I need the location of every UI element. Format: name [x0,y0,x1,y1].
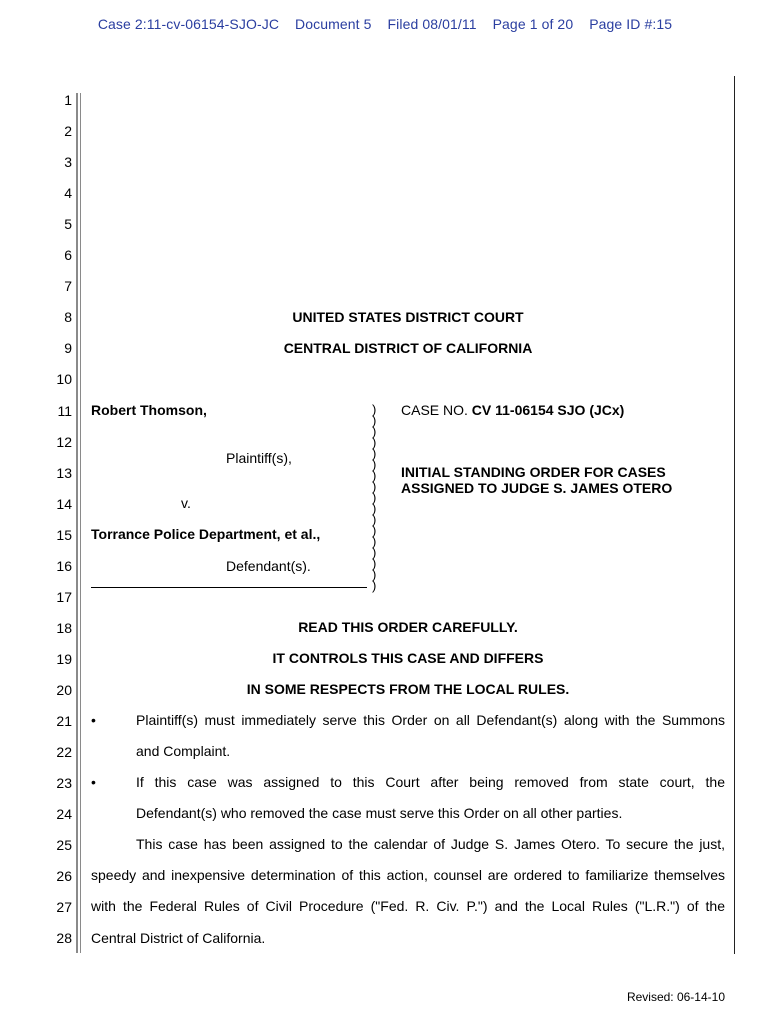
caption-paren: ) [372,512,377,527]
order-title-line1: INITIAL STANDING ORDER FOR CASES [401,464,666,480]
header-page-id: Page ID #:15 [589,16,673,32]
plaintiff-role: Plaintiff(s), [226,450,292,466]
line-number: 24 [56,806,72,823]
line-number: 16 [56,557,72,574]
header-document: Document 5 [295,16,372,32]
line-number: 27 [56,899,72,916]
caption-paren: ) [372,457,377,472]
line-number: 3 [64,154,72,171]
case-no-value: CV 11-06154 SJO (JCx) [471,402,625,418]
line-number: 19 [56,650,72,667]
caption-paren: ) [372,534,377,549]
case-number [401,402,624,418]
line-number: 28 [56,930,72,947]
notice-line2: IT CONTROLS THIS CASE AND DIFFERS [272,650,544,666]
header-filed: Filed 08/01/11 [387,16,477,32]
line-number: 4 [64,185,72,202]
caption-paren: ) [372,446,377,461]
caption-paren: ) [372,501,377,516]
line-number: 8 [64,309,72,326]
bullet1-line2: and Complaint. [136,743,231,759]
line-number: 5 [64,216,72,233]
versus: v. [181,495,191,511]
caption-paren: ) [372,413,377,428]
line-number: 18 [56,619,72,636]
line-number: 12 [56,433,72,450]
caption-paren: ) [372,545,377,560]
plaintiff-name: Robert Thomson, [91,402,207,418]
revised-date: Revised: 06-14-10 [626,990,725,1004]
defendant-name: Torrance Police Department, et al., [91,526,321,542]
right-margin-rule [734,76,735,954]
line-number: 26 [56,868,72,885]
caption-paren: ) [372,402,377,417]
bullet2-line2: Defendant(s) who removed the case must serve this Order on all other parties. [136,805,623,821]
caption-paren: ) [372,578,377,593]
bullet-marker-1: • [91,712,96,728]
line-number: 13 [56,464,72,481]
caption-paren: ) [372,479,377,494]
bullet-marker-2: • [91,774,96,790]
caption-signature-line [91,587,367,588]
case-no-label: CASE NO. [401,402,468,418]
body-line-25: This case has been assigned to the calendar of Judge S. James Otero. To secure the just, [136,836,725,852]
caption-paren: ) [372,435,377,450]
caption-paren: ) [372,523,377,538]
body-line-28: Central District of California. [91,930,266,946]
header-page: Page 1 of 20 [492,16,574,32]
line-number: 22 [56,744,72,761]
line-number: 10 [56,371,72,388]
court-name: UNITED STATES DISTRICT COURT [292,309,524,325]
defendant-role: Defendant(s). [226,558,311,574]
order-title-line2: ASSIGNED TO JUDGE S. JAMES OTERO [401,480,673,496]
line-number: 1 [64,92,72,108]
line-number: 2 [64,123,72,140]
line-number: 20 [56,681,72,698]
header-case: Case 2:11-cv-06154-SJO-JC [97,16,280,32]
bullet2-line1: If this case was assigned to this Court after being removed from state court, the [136,774,725,790]
line-number: 25 [56,837,72,854]
case-header [0,16,770,32]
line-number: 14 [56,495,72,512]
line-number: 7 [64,278,72,295]
caption-paren: ) [372,490,377,505]
line-number: 9 [64,340,72,357]
body-line-26: speedy and inexpensive determination of this action, counsel are ordered to familiarize themselves [91,867,725,883]
caption-paren: ) [372,556,377,571]
line-number: 6 [64,247,72,264]
body-line-27: with the Federal Rules of Civil Procedure ("Fed. R. Civ. P.") and the Local Rules ("L.R.") of the [91,898,725,914]
line-number: 11 [57,402,72,419]
notice-line1: READ THIS ORDER CAREFULLY. [298,619,518,635]
left-margin-rule-inner [80,93,81,953]
line-number: 15 [56,526,72,543]
caption-paren: ) [372,468,377,483]
line-number: 17 [56,588,72,605]
left-margin-rule [76,93,78,953]
caption-paren: ) [372,424,377,439]
court-district: CENTRAL DISTRICT OF CALIFORNIA [283,340,533,356]
caption-paren: ) [372,567,377,582]
line-number: 21 [56,713,72,729]
bullet1-line1: Plaintiff(s) must immediately serve this Order on all Defendant(s) along with the Summons [136,712,725,728]
line-number: 23 [56,775,72,792]
notice-line3: IN SOME RESPECTS FROM THE LOCAL RULES. [246,681,570,697]
